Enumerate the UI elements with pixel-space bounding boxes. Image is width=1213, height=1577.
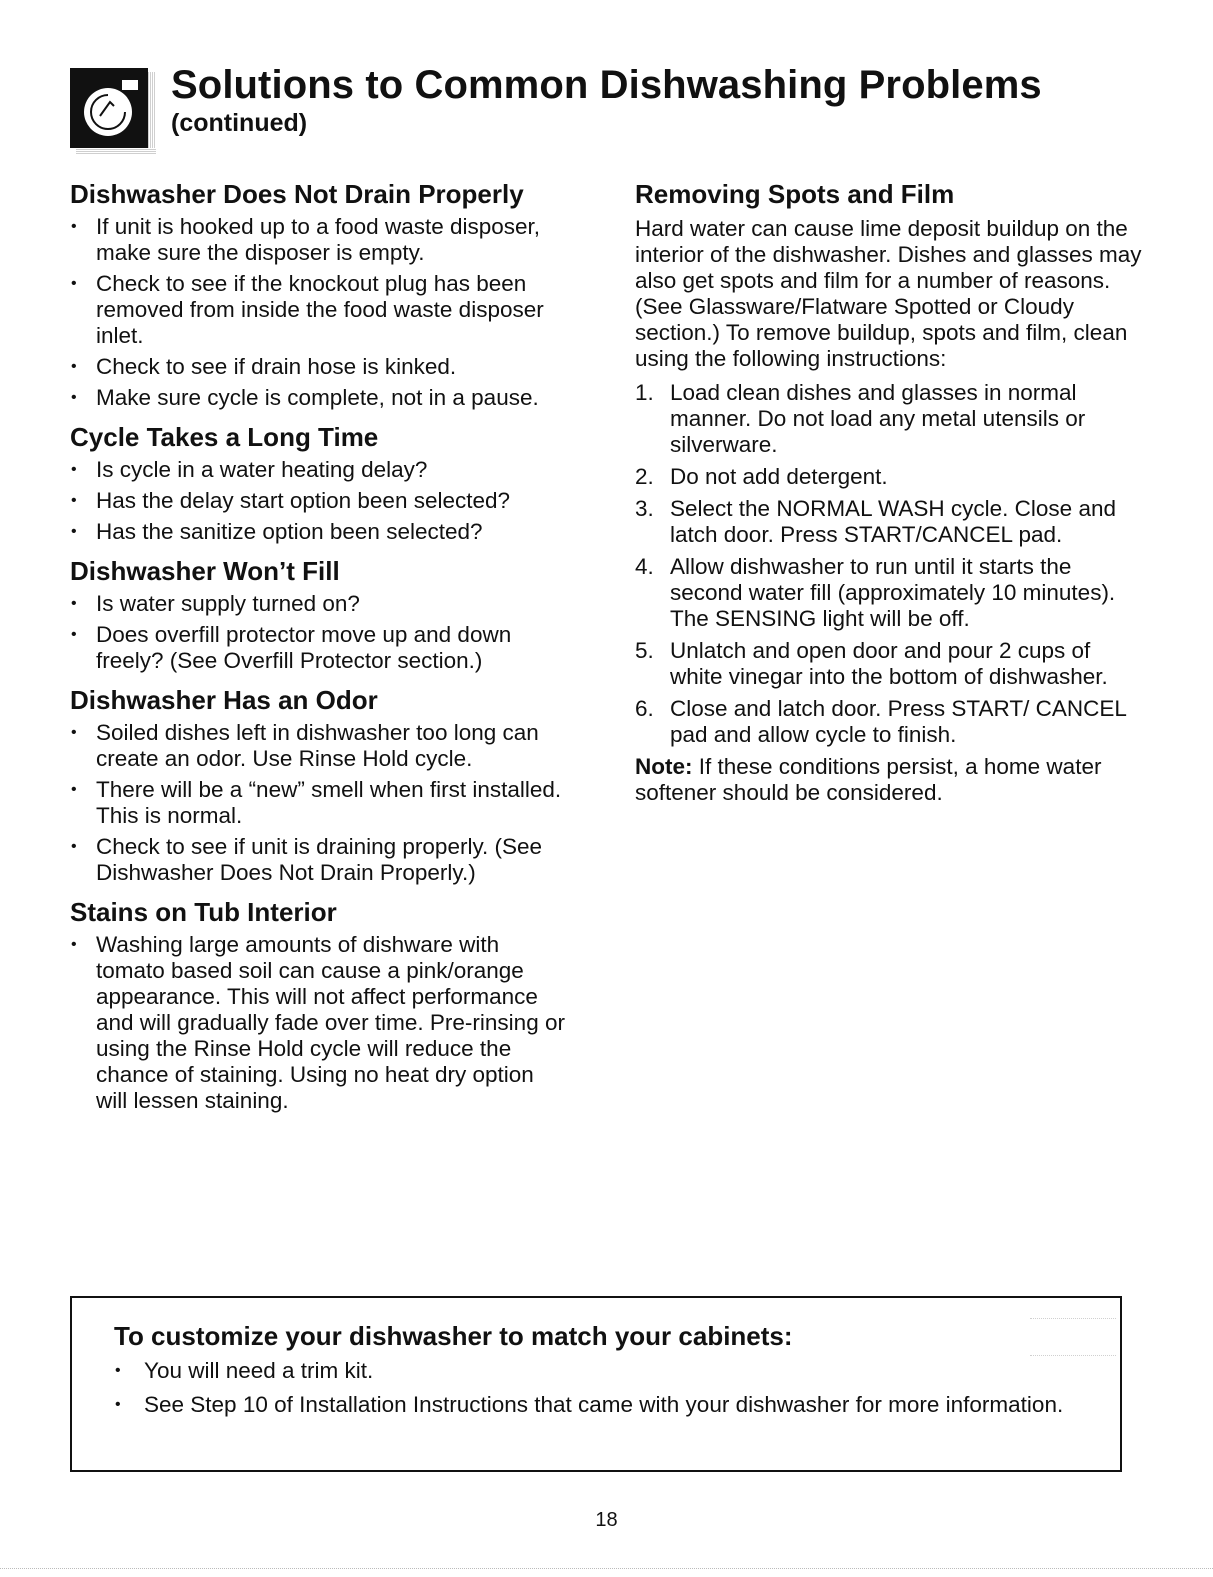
section-stains <box>70 896 570 1114</box>
step-number: 4. <box>635 554 654 579</box>
box-heading: To customize your dishwasher to match your cabinets: <box>114 1321 793 1351</box>
step-item <box>635 380 1145 458</box>
page-number: 18 <box>595 1509 618 1531</box>
step-number: 2. <box>635 464 654 489</box>
customize-box <box>70 1296 1122 1472</box>
step-number: 6. <box>635 696 654 721</box>
list-item: • See Step 10 of Installation Instructions that came with your dishwasher for more information. <box>114 1392 1074 1418</box>
section-wont-fill <box>70 555 570 674</box>
list-item: • Check to see if the knockout plug has been removed from inside the food waste disposer inlet. <box>70 271 570 349</box>
section-heading: Dishwasher Won’t Fill <box>70 556 340 586</box>
page-header <box>70 62 1170 157</box>
section-heading: Dishwasher Does Not Drain Properly <box>70 179 524 209</box>
step-text: Load clean dishes and glasses in normal manner. Do not load any metal utensils or silverware. <box>670 380 1086 457</box>
section-heading: Stains on Tub Interior <box>70 897 337 927</box>
intro-paragraph: Hard water can cause lime deposit buildup on the interior of the dishwasher. Dishes and glasses may also get spots and film for a number of reasons. (See Glassware/Flatware Spotted or Cloudy section.) To remove buildup, spots and film, clean using the following instructions: <box>635 216 1142 371</box>
section-heading: Cycle Takes a Long Time <box>70 422 379 452</box>
section-long-time <box>70 421 570 545</box>
list-item: • Soiled dishes left in dishwasher too long can create an odor. Use Rinse Hold cycle. <box>70 720 570 772</box>
step-item <box>635 696 1145 748</box>
numbered-steps <box>635 380 1145 748</box>
list-item: • Check to see if unit is draining properly. (See Dishwasher Does Not Drain Properly.) <box>70 834 570 886</box>
list-item: • You will need a trim kit. <box>114 1358 1074 1384</box>
dishwasher-logo-icon <box>70 68 148 148</box>
step-text: Allow dishwasher to run until it starts the second water fill (approximately 10 minutes). The SENSING light will be off. <box>670 554 1116 631</box>
list-item: • Washing large amounts of dishware with tomato based soil can cause a pink/orange appearance. This will not affect performance and will gradually fade over time. Pre-rinsing or using the Rinse Hold cycle will reduce the chance of staining. Using no heat dry option will lessen staining. <box>70 932 570 1114</box>
step-item <box>635 554 1145 632</box>
list-item: • There will be a “new” smell when first installed. This is normal. <box>70 777 570 829</box>
section-heading: Removing Spots and Film <box>635 179 955 209</box>
bullet-list <box>70 720 570 886</box>
section-heading: Dishwasher Has an Odor <box>70 685 378 715</box>
list-item: • Check to see if drain hose is kinked. <box>70 354 570 380</box>
step-number: 1. <box>635 380 654 405</box>
step-text: Select the NORMAL WASH cycle. Close and latch door. Press START/CANCEL pad. <box>670 496 1116 547</box>
right-column <box>635 178 1145 806</box>
note-text: If these conditions persist, a home water softener should be considered. <box>635 754 1102 805</box>
list-item: • Is water supply turned on? <box>70 591 570 617</box>
bullet-list <box>70 591 570 674</box>
list-item: • Has the sanitize option been selected? <box>70 519 570 545</box>
list-item: • If unit is hooked up to a food waste disposer, make sure the disposer is empty. <box>70 214 570 266</box>
step-item <box>635 496 1145 548</box>
page-subtitle: (continued) <box>171 109 308 137</box>
bullet-list <box>70 457 570 545</box>
list-item: • Make sure cycle is complete, not in a pause. <box>70 385 570 411</box>
step-number: 3. <box>635 496 654 521</box>
section-drain <box>70 178 570 411</box>
step-text: Do not add detergent. <box>670 464 888 489</box>
footer-rule <box>0 1568 1213 1570</box>
bullet-list <box>70 214 570 411</box>
logo-shadow-bottom <box>76 148 156 154</box>
left-column <box>70 178 570 1124</box>
step-item <box>635 638 1145 690</box>
bullet-list <box>114 1358 1074 1426</box>
list-item: • Does overfill protector move up and down freely? (See Overfill Protector section.) <box>70 622 570 674</box>
box-corner-mark <box>1030 1318 1116 1356</box>
step-number: 5. <box>635 638 654 663</box>
bullet-list <box>70 932 570 1114</box>
list-item: • Is cycle in a water heating delay? <box>70 457 570 483</box>
section-odor <box>70 684 570 886</box>
logo-shadow <box>148 72 156 154</box>
list-item: • Has the delay start option been selected? <box>70 488 570 514</box>
note-label: Note: <box>635 754 693 779</box>
step-text: Close and latch door. Press START/ CANCEL pad and allow cycle to finish. <box>670 696 1127 747</box>
step-text: Unlatch and open door and pour 2 cups of white vinegar into the bottom of dishwasher. <box>670 638 1108 689</box>
page-title: Solutions to Common Dishwashing Problems <box>171 63 1042 107</box>
note-paragraph <box>635 754 1145 806</box>
step-item <box>635 464 1145 490</box>
